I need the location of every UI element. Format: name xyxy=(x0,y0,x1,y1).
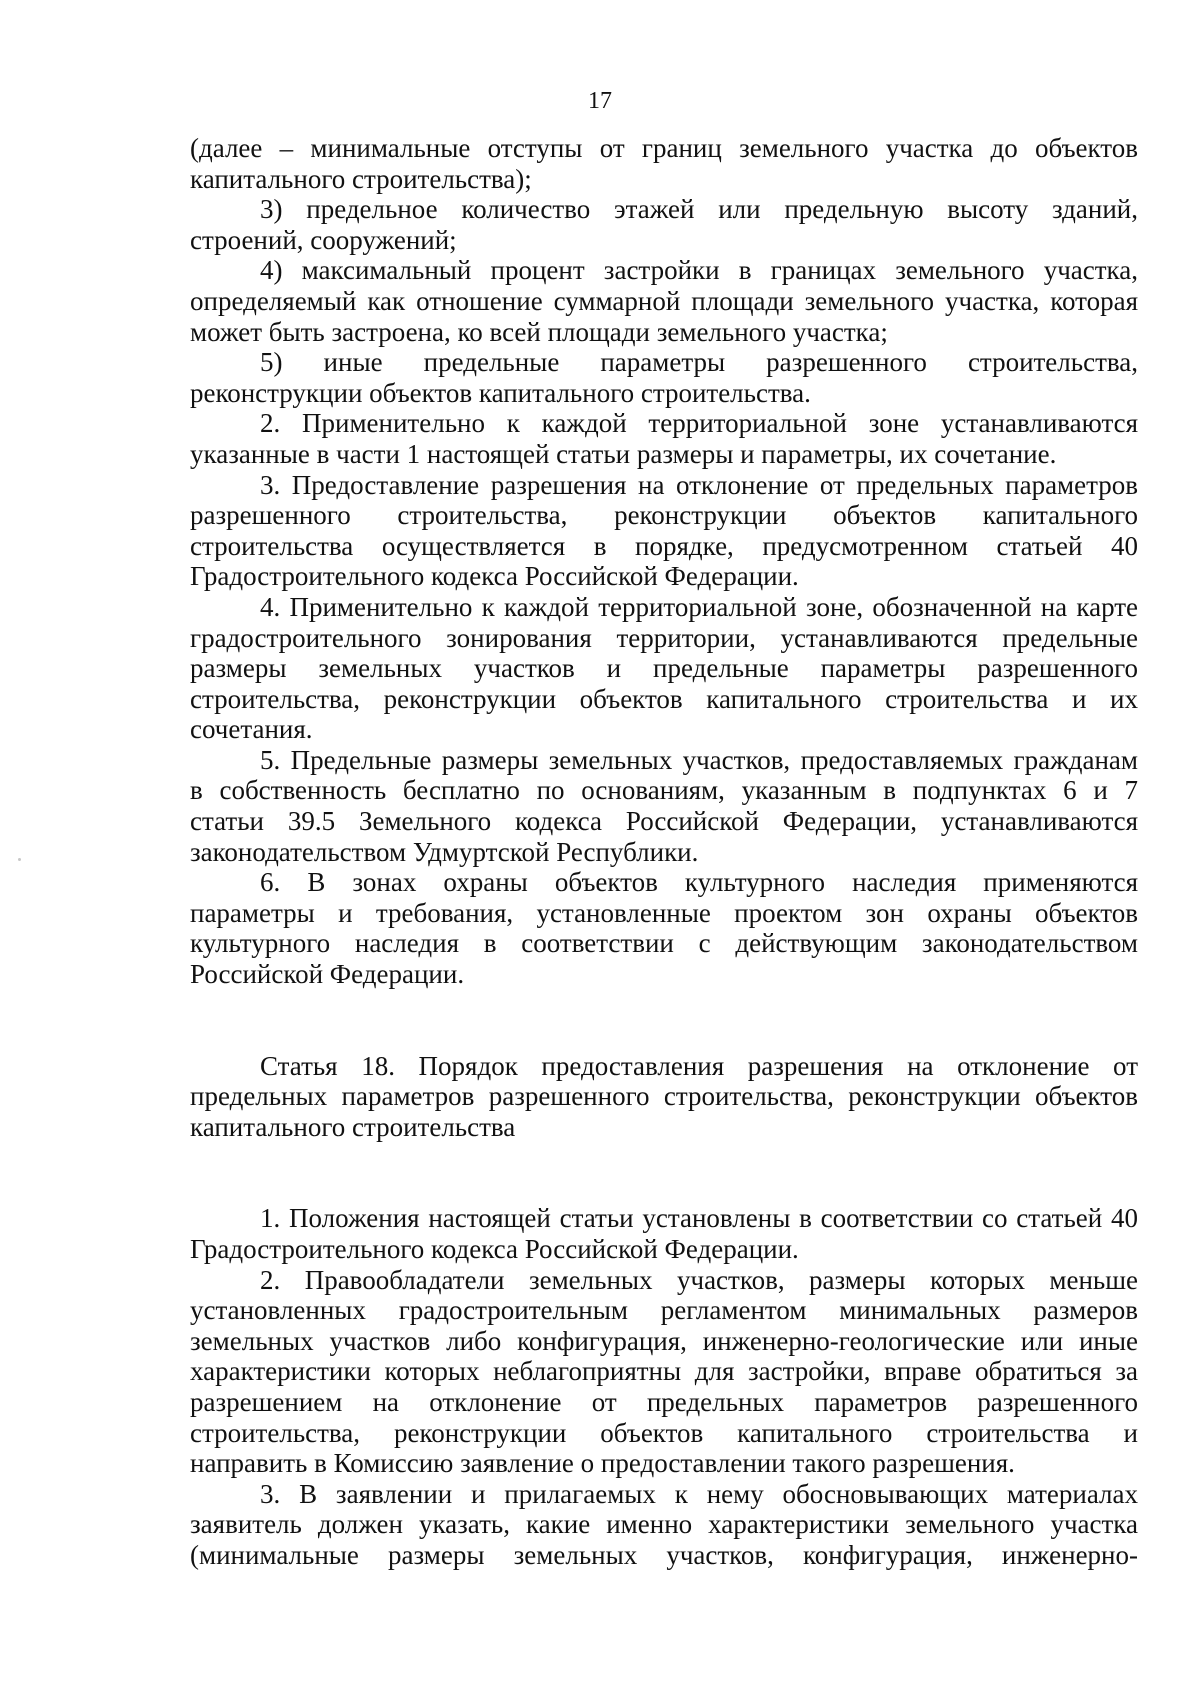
text-line: параметры и требования, установленные проектом зон охраны объектов xyxy=(190,897,1138,928)
paragraph xyxy=(190,1265,1138,1479)
text-line: направить в Комиссию заявление о предоставлении такого разрешения. xyxy=(190,1448,1015,1479)
text-line: 4) максимальный процент застройки в границах земельного участка, xyxy=(260,255,1138,286)
text-line: предельных параметров разрешенного строительства, реконструкции объектов xyxy=(190,1081,1138,1112)
text-line: строительства, реконструкции объектов капитального строительства и их xyxy=(190,683,1138,714)
text-line: капитального строительства); xyxy=(190,163,532,194)
text-line: определяемый как отношение суммарной площади земельного участка, которая xyxy=(190,285,1138,316)
text-line: 3) предельное количество этажей или предельную высоту зданий, xyxy=(260,194,1138,225)
text-line: заявитель должен указать, какие именно характеристики земельного участка xyxy=(190,1509,1138,1540)
paragraph-gap xyxy=(190,1142,1138,1203)
text-line: размеры земельных участков и предельные параметры разрешенного xyxy=(190,653,1138,684)
text-line: строений, сооружений; xyxy=(190,224,457,255)
document-body xyxy=(190,133,1138,1571)
paragraph xyxy=(190,470,1138,592)
paragraph xyxy=(190,1479,1138,1571)
text-line: Статья 18. Порядок предоставления разрешения на отклонение от xyxy=(260,1050,1138,1081)
text-line: (далее – минимальные отступы от границ земельного участка до объектов xyxy=(190,133,1138,163)
paragraph xyxy=(190,255,1138,347)
text-line: Градостроительного кодекса Российской Федерации. xyxy=(190,1234,799,1264)
text-line: установленных градостроительным регламентом минимальных размеров xyxy=(190,1295,1138,1326)
scan-artifact xyxy=(18,858,21,861)
text-line: Российской Федерации. xyxy=(190,959,465,990)
text-line: 6. В зонах охраны объектов культурного наследия применяются xyxy=(260,867,1138,898)
article-heading xyxy=(190,1051,1138,1143)
paragraph xyxy=(190,408,1138,469)
text-line: градостроительного зонирования территории, устанавливаются предельные xyxy=(190,622,1138,653)
text-line: законодательством Удмуртской Республики. xyxy=(190,836,699,867)
text-line: указанные в части 1 настоящей статьи размеры и параметры, их сочетание. xyxy=(190,438,1057,469)
text-line: культурного наследия в соответствии с действующим законодательством xyxy=(190,928,1138,959)
text-line: 5. Предельные размеры земельных участков, предоставляемых гражданам xyxy=(260,744,1138,775)
text-line: (минимальные размеры земельных участков, конфигурация, инженерно- xyxy=(190,1539,1138,1570)
article-18-heading xyxy=(190,1051,1138,1143)
text-line: земельных участков либо конфигурация, инженерно-геологические или иные xyxy=(190,1325,1138,1356)
text-line: 2. Правообладатели земельных участков, размеры которых меньше xyxy=(260,1264,1138,1295)
paragraph xyxy=(190,592,1138,745)
paragraph xyxy=(190,133,1138,194)
article-18-body xyxy=(190,1203,1138,1570)
text-line: реконструкции объектов капитального строительства. xyxy=(190,377,811,408)
text-line: характеристики которых неблагоприятны для застройки, вправе обратиться за xyxy=(190,1356,1138,1387)
paragraph xyxy=(190,347,1138,408)
text-line: сочетания. xyxy=(190,714,313,745)
paragraph xyxy=(190,867,1138,989)
text-line: строительства осуществляется в порядке, предусмотренном статьей 40 xyxy=(190,530,1138,561)
text-line: Градостроительного кодекса Российской Федерации. xyxy=(190,561,799,592)
text-line: 5) иные предельные параметры разрешенного строительства, xyxy=(260,347,1138,378)
page-number: 17 xyxy=(588,88,612,114)
text-line: может быть застроена, ко всей площади земельного участка; xyxy=(190,316,888,347)
text-line: в собственность бесплатно по основаниям, указанным в подпунктах 6 и 7 xyxy=(190,775,1138,806)
paragraph xyxy=(190,745,1138,867)
text-line: 3. Предоставление разрешения на отклонение от предельных параметров xyxy=(260,469,1138,500)
text-line: разрешением на отклонение от предельных параметров разрешенного xyxy=(190,1386,1138,1417)
paragraph xyxy=(190,1203,1138,1264)
text-line: 4. Применительно к каждой территориальной зоне, обозначенной на карте xyxy=(260,591,1138,622)
text-line: строительства, реконструкции объектов капитального строительства и xyxy=(190,1417,1138,1448)
section-17-continuation xyxy=(190,133,1138,990)
paragraph xyxy=(190,194,1138,255)
text-line: 1. Положения настоящей статьи установлены в соответствии со статьей 40 xyxy=(260,1203,1138,1234)
text-line: разрешенного строительства, реконструкции объектов капитального xyxy=(190,500,1138,531)
text-line: 2. Применительно к каждой территориальной зоне устанавливаются xyxy=(260,408,1138,439)
text-line: 3. В заявлении и прилагаемых к нему обосновывающих материалах xyxy=(260,1478,1138,1509)
text-line: капитального строительства xyxy=(190,1111,516,1142)
text-line: статьи 39.5 Земельного кодекса Российской Федерации, устанавливаются xyxy=(190,806,1138,837)
paragraph-gap xyxy=(190,990,1138,1051)
